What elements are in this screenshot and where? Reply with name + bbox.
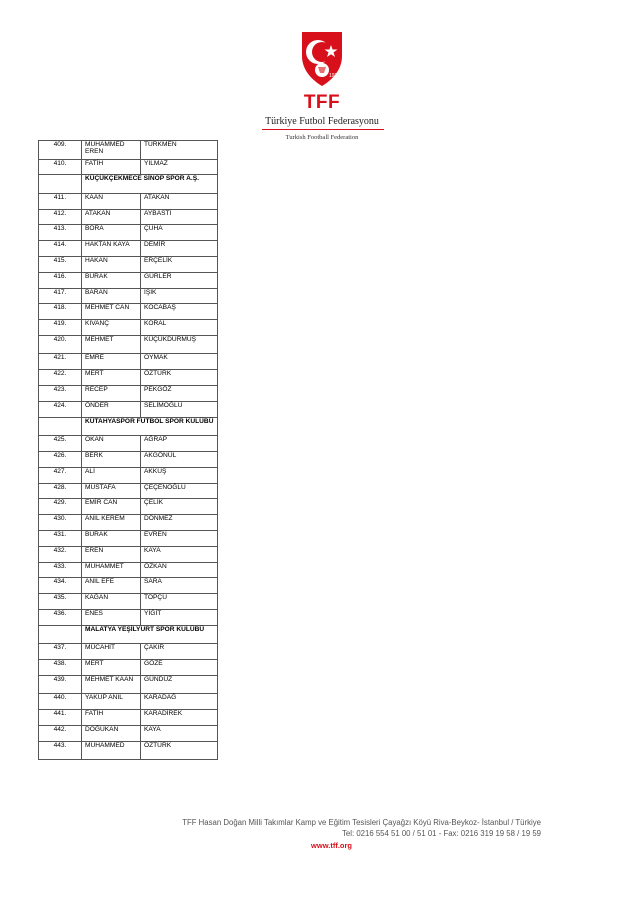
player-number: 420. [39,335,82,354]
player-first-name: ENES [82,609,141,625]
player-first-name: MUHAMMED [82,741,141,760]
player-list-body [39,141,218,760]
player-last-name: SELİMOĞLU [141,401,218,417]
player-number: 412. [39,209,82,225]
player-number: 413. [39,225,82,241]
player-number: 427. [39,467,82,483]
club-header-row [39,625,218,644]
player-last-name: KORAL [141,320,218,336]
player-first-name: EMRE [82,354,141,370]
player-number: 426. [39,451,82,467]
player-first-name: ANIL KEREM [82,515,141,531]
player-first-name: OKAN [82,436,141,452]
player-row [39,256,218,272]
player-last-name: KAYA [141,725,218,741]
player-row [39,725,218,741]
player-row [39,562,218,578]
player-last-name: YILMAZ [141,159,218,175]
player-last-name: AKKUŞ [141,467,218,483]
player-list-table [38,140,218,760]
player-first-name: MERT [82,660,141,676]
player-last-name: ÇAKIR [141,644,218,660]
player-first-name: YAKUP ANIL [82,694,141,710]
player-number: 416. [39,272,82,288]
brand-title: TFF [303,92,341,113]
player-last-name: ÖZKAN [141,562,218,578]
player-row [39,467,218,483]
player-first-name: MERT [82,370,141,386]
player-row [39,451,218,467]
player-last-name: AKGÖNÜL [141,451,218,467]
club-name: MALATYA YEŞİLYURT SPOR KULÜBÜ [82,625,218,644]
player-first-name: MEHMET CAN [82,304,141,320]
player-number: 422. [39,370,82,386]
player-first-name: EMİR CAN [82,499,141,515]
player-row [39,515,218,531]
player-last-name: ÇUHA [141,225,218,241]
player-number: 414. [39,241,82,257]
player-number: 436. [39,609,82,625]
player-row [39,609,218,625]
player-number: 425. [39,436,82,452]
player-row [39,675,218,694]
player-row [39,193,218,209]
player-number: 418. [39,304,82,320]
player-first-name: FATİH [82,159,141,175]
player-last-name: KARADAĞ [141,694,218,710]
player-number: 419. [39,320,82,336]
player-first-name: MUHAMMET [82,562,141,578]
player-row [39,304,218,320]
player-first-name: ATAKAN [82,209,141,225]
player-number: 443. [39,741,82,760]
club-name: KÜÇÜKÇEKMECE SİNOP SPOR A.Ş. [82,175,218,194]
player-last-name: GÖZE [141,660,218,676]
club-header-row [39,417,218,436]
club-number-cell [39,417,82,436]
tff-logo [258,30,386,145]
player-last-name: DEMİR [141,241,218,257]
player-last-name: ÇELİK [141,499,218,515]
player-last-name: ATAKAN [141,193,218,209]
player-row [39,335,218,354]
player-row [39,241,218,257]
player-last-name: GÜNDÜZ [141,675,218,694]
player-number: 428. [39,483,82,499]
player-number: 437. [39,644,82,660]
player-row [39,530,218,546]
player-first-name: ANIL EFE [82,578,141,594]
club-number-cell [39,625,82,644]
player-number: 421. [39,354,82,370]
player-number: 430. [39,515,82,531]
player-row [39,225,218,241]
footer-address: TFF Hasan Doğan Milli Takımlar Kamp ve Eğitim Tesisleri Çayağzı Köyü Riva-Beykoz- İstanbul / Türkiye [182,818,541,827]
player-number: 441. [39,710,82,726]
player-last-name: KOCABAŞ [141,304,218,320]
player-first-name: MÜCAHİT [82,644,141,660]
player-row [39,694,218,710]
player-number: 429. [39,499,82,515]
player-row [39,320,218,336]
player-row [39,209,218,225]
player-number: 423. [39,386,82,402]
player-row [39,386,218,402]
player-number: 410. [39,159,82,175]
player-number: 411. [39,193,82,209]
player-number: 440. [39,694,82,710]
player-last-name: SARA [141,578,218,594]
header-divider [262,129,384,130]
player-number: 424. [39,401,82,417]
player-row [39,370,218,386]
player-last-name: KÜÇÜKDURMUŞ [141,335,218,354]
player-number: 431. [39,530,82,546]
player-last-name: KARADİREK [141,710,218,726]
player-number: 409. [39,141,82,160]
player-first-name: HAKAN [82,256,141,272]
player-first-name: MUSTAFA [82,483,141,499]
player-first-name: BURAK [82,272,141,288]
player-last-name: ERÇELİK [141,256,218,272]
player-first-name: BERK [82,451,141,467]
player-last-name: KAYA [141,546,218,562]
player-number: 434. [39,578,82,594]
player-row [39,499,218,515]
federation-name-tr: Türkiye Futbol Federasyonu [265,116,379,127]
player-last-name: OYMAK [141,354,218,370]
player-row [39,741,218,760]
player-last-name: ÇEÇENOĞLU [141,483,218,499]
player-number: 417. [39,288,82,304]
player-first-name: KAAN [82,193,141,209]
player-last-name: YİĞİT [141,609,218,625]
player-last-name: ÖZTÜRK [141,370,218,386]
club-number-cell [39,175,82,194]
player-number: 433. [39,562,82,578]
player-first-name: EREN [82,546,141,562]
player-first-name: MEHMET [82,335,141,354]
footer-website[interactable]: www.tff.org [311,841,352,850]
player-row [39,272,218,288]
club-name: KÜTAHYASPOR FUTBOL SPOR KULÜBÜ [82,417,218,436]
player-number: 439. [39,675,82,694]
player-first-name: MEHMET KAAN [82,675,141,694]
player-first-name: BORA [82,225,141,241]
player-last-name: TOPÇU [141,594,218,610]
player-row [39,159,218,175]
footer-contact: Tel: 0216 554 51 00 / 51 01 - Fax: 0216 319 19 58 / 19 59 [342,829,541,838]
player-last-name: AYBASTI [141,209,218,225]
player-first-name: MUHAMMED EREN [82,141,141,160]
player-number: 415. [39,256,82,272]
player-first-name: BARAN [82,288,141,304]
player-last-name: EVREN [141,530,218,546]
player-last-name: DÖNMEZ [141,515,218,531]
player-row [39,354,218,370]
player-first-name: ÖNDER [82,401,141,417]
player-first-name: KAĞAN [82,594,141,610]
player-first-name: KIVANÇ [82,320,141,336]
svg-text:1923: 1923 [329,73,341,79]
player-number: 438. [39,660,82,676]
player-last-name: GÜRLER [141,272,218,288]
player-first-name: ALİ [82,467,141,483]
player-number: 435. [39,594,82,610]
club-header-row [39,175,218,194]
player-row [39,644,218,660]
player-last-name: AĞRAP [141,436,218,452]
player-row [39,660,218,676]
player-last-name: IŞIK [141,288,218,304]
player-first-name: RECEP [82,386,141,402]
player-row [39,401,218,417]
tff-crest-icon [298,30,346,88]
player-row [39,141,218,160]
player-first-name: HAKTAN KAYA [82,241,141,257]
player-row [39,546,218,562]
player-last-name: TÜRKMEN [141,141,218,160]
player-number: 442. [39,725,82,741]
player-number: 432. [39,546,82,562]
player-row [39,578,218,594]
player-row [39,288,218,304]
player-first-name: FATİH [82,710,141,726]
player-first-name: DOĞUKAN [82,725,141,741]
player-last-name: PEKGÖZ [141,386,218,402]
federation-name-en: Turkish Football Federation [285,134,359,141]
player-row [39,594,218,610]
player-row [39,483,218,499]
player-first-name: BURAK [82,530,141,546]
player-row [39,436,218,452]
player-row [39,710,218,726]
player-last-name: ÖZTÜRK [141,741,218,760]
